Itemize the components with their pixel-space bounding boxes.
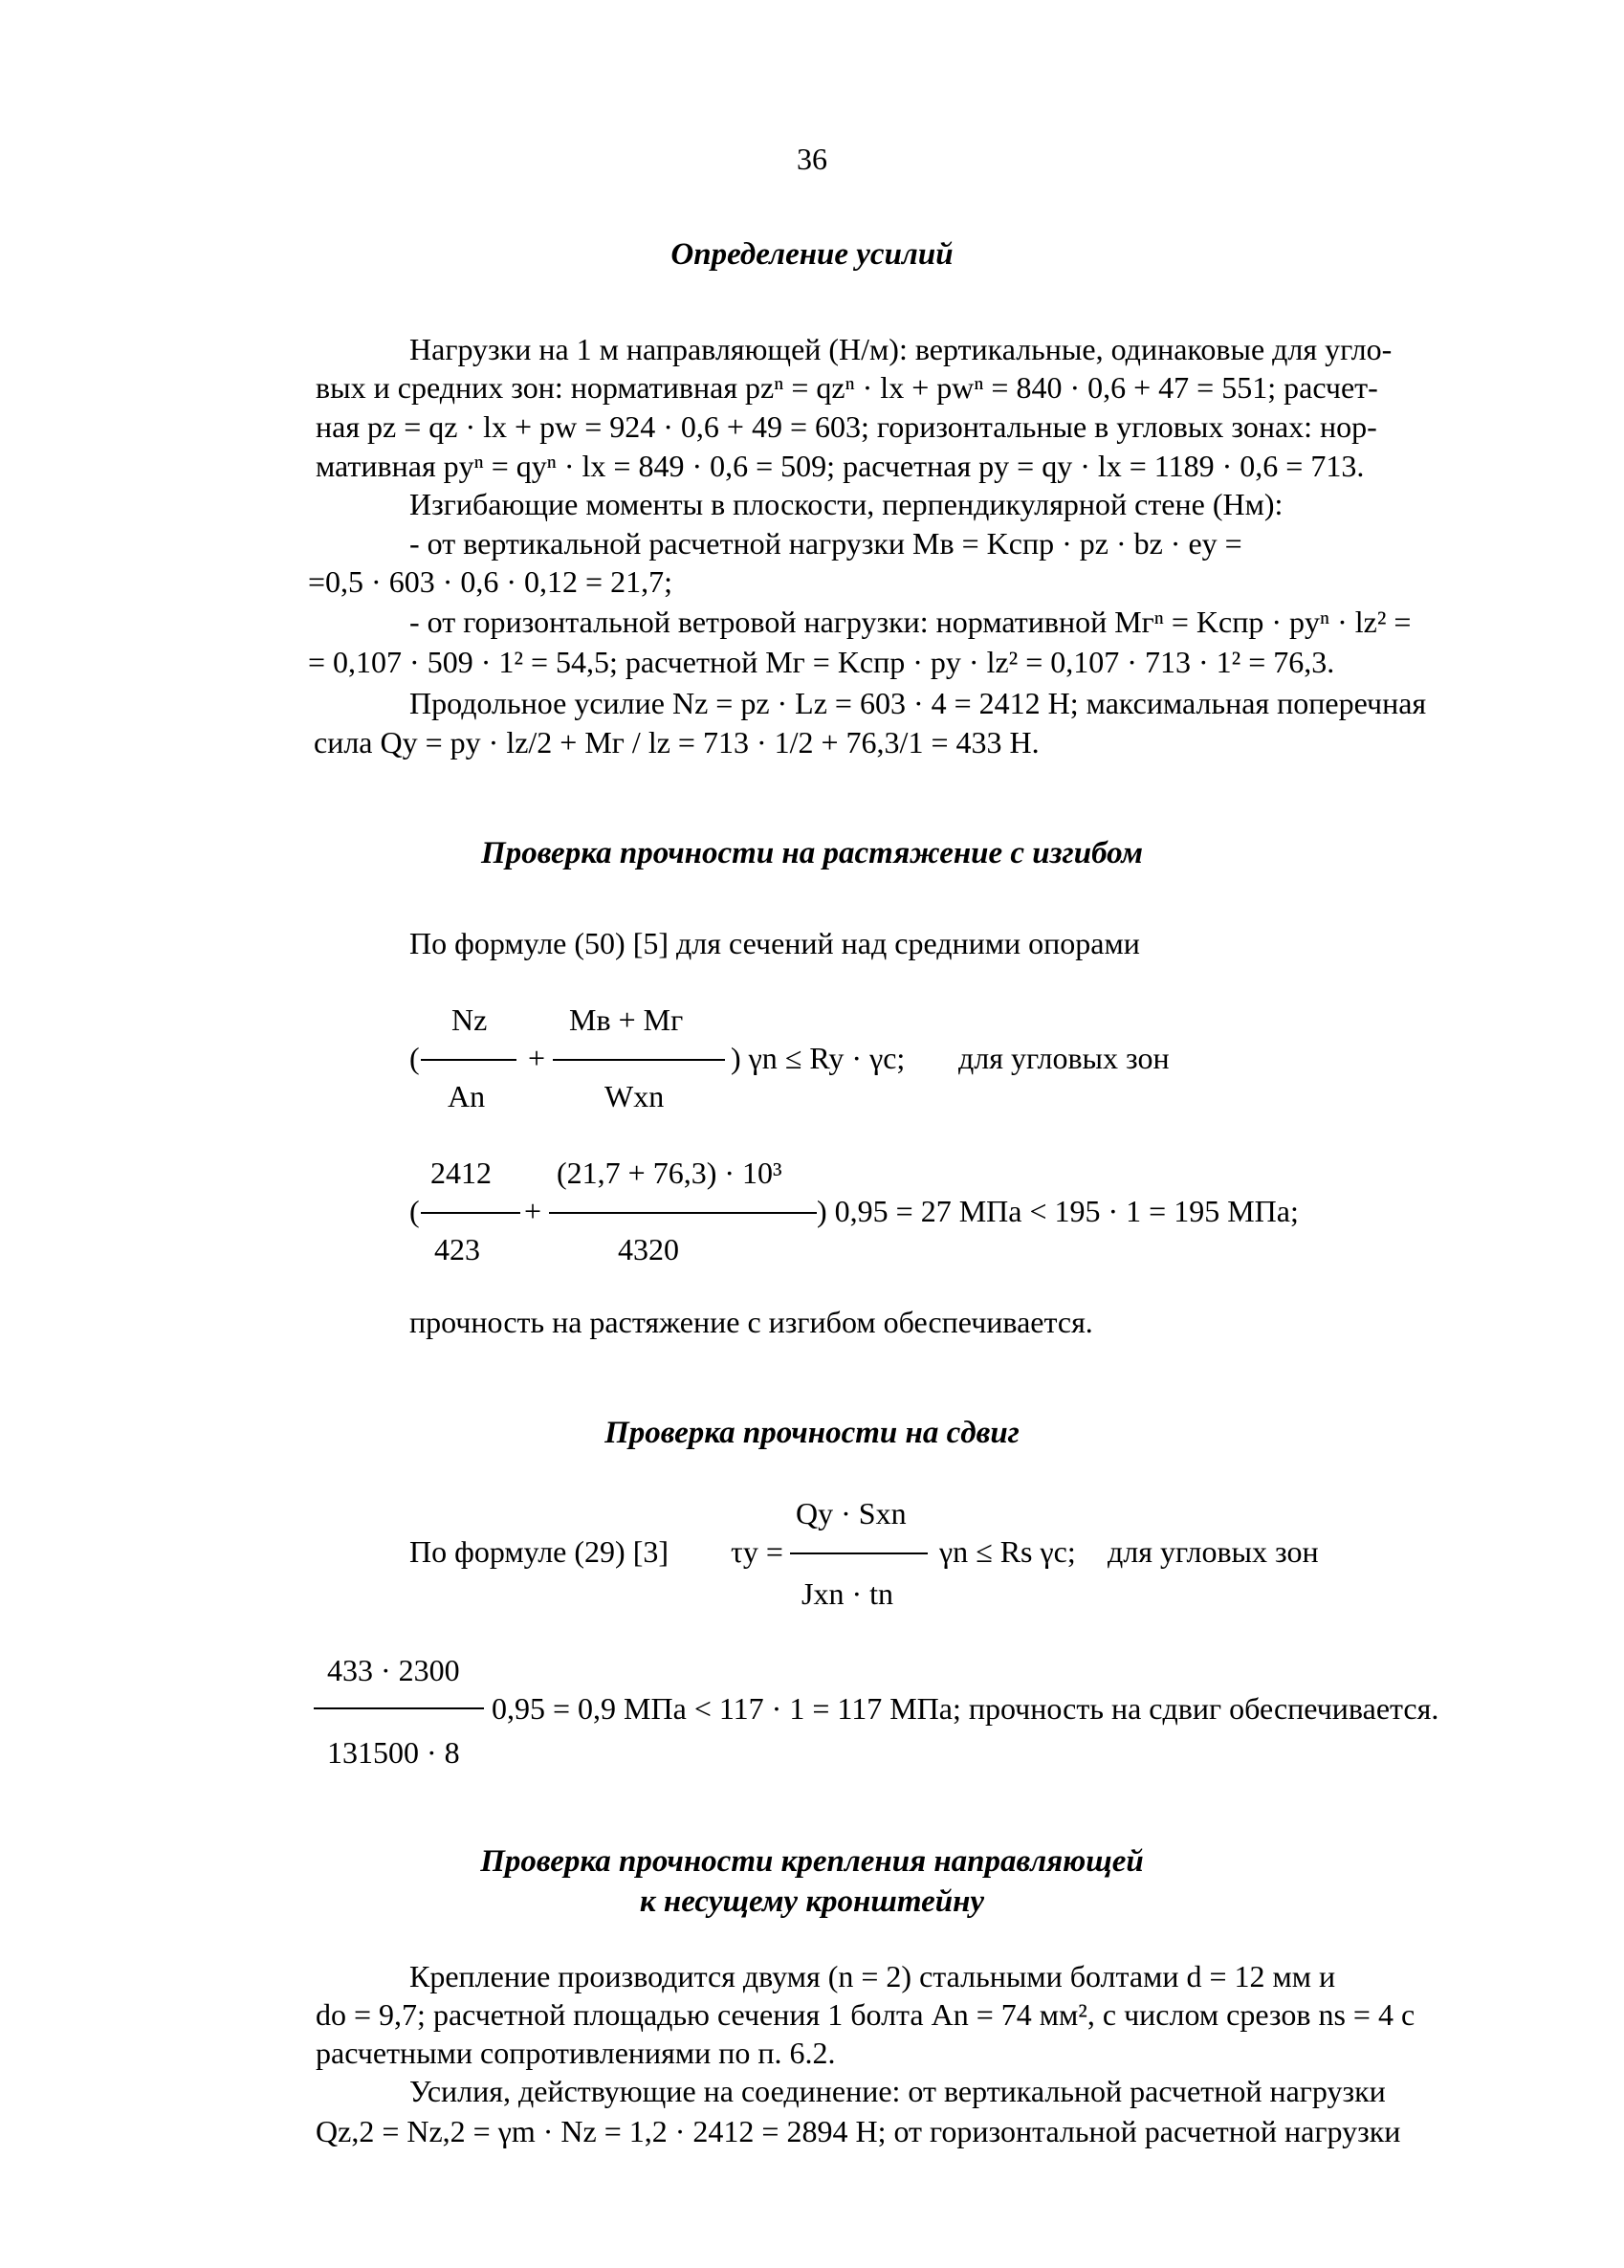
fastening-line: Крепление производится двумя (n = 2) стальными болтами d = 12 мм и (409, 1959, 1336, 1993)
tension-intro: По формуле (50) [5] для сечений над средними опорами (409, 926, 1140, 960)
fraction-bar (790, 1552, 928, 1554)
formula-numerator: Nz (451, 1002, 488, 1037)
fraction-bar (421, 1059, 516, 1061)
forces-line: ная pz = qz · lx + pw = 924 · 0,6 + 49 = 603; горизонтальные в угловых зонах: нор- (316, 409, 1377, 444)
forces-line: сила Qy = py · lz/2 + Mг / lz = 713 · 1/2 + 76,3/1 = 433 Н. (314, 725, 1040, 760)
forces-line: =0,5 · 603 · 0,6 · 0,12 = 21,7; (308, 564, 672, 599)
heading-shear: Проверка прочности на сдвиг (604, 1416, 1020, 1450)
fraction-bar (553, 1059, 725, 1061)
shear-calc-result: 0,95 = 0,9 МПа < 117 · 1 = 117 МПа; прочность на сдвиг обеспечивается. (492, 1691, 1439, 1726)
forces-line: = 0,107 · 509 · 1² = 54,5; расчетной Mг = Kспр · py · lz² = 0,107 · 713 · 1² = 76,3. (308, 645, 1335, 679)
calc-result: ) 0,95 = 27 МПа < 195 · 1 = 195 МПа; (817, 1194, 1299, 1228)
calc-denominator: 423 (434, 1232, 480, 1266)
formula-denominator: An (448, 1079, 486, 1113)
calc-numerator: 2412 (430, 1156, 492, 1190)
formula-operator: + (528, 1041, 546, 1075)
shear-calc-numerator: 433 · 2300 (327, 1653, 460, 1687)
calc-operator: + (524, 1194, 542, 1228)
forces-line: мативная pyⁿ = qyⁿ · lx = 849 · 0,6 = 509; расчетная py = qy · lx = 1189 · 0,6 = 713. (316, 449, 1365, 483)
fastening-line: расчетными сопротивлениями по п. 6.2. (316, 2036, 836, 2070)
heading-fastening: Проверка прочности крепления направляющей (480, 1844, 1144, 1879)
shear-lhs: τy = (731, 1534, 783, 1569)
shear-rhs: γn ≤ Rs γc; (939, 1534, 1076, 1569)
fastening-line: do = 9,7; расчетной площадью сечения 1 болта An = 74 мм², с числом срезов ns = 4 с (316, 1997, 1416, 2032)
fraction-bar (421, 1212, 520, 1214)
calc-denominator: 4320 (618, 1232, 679, 1266)
shear-numerator: Qy · Sxn (796, 1496, 907, 1530)
calc-numerator: (21,7 + 76,3) · 10³ (557, 1156, 782, 1190)
fraction-bar (549, 1212, 817, 1214)
formula-numerator: Mв + Mг (569, 1002, 684, 1037)
fraction-bar (314, 1707, 484, 1709)
forces-line: Изгибающие моменты в плоскости, перпендикулярной стене (Нм): (409, 487, 1284, 521)
page-number: 36 (797, 142, 827, 176)
formula-denominator: Wxn (604, 1079, 665, 1113)
fastening-line: Усилия, действующие на соединение: от вертикальной расчетной нагрузки (409, 2074, 1386, 2108)
shear-formula-ref: По формуле (29) [3] (409, 1534, 669, 1569)
forces-line: вых и средних зон: нормативная pzⁿ = qzⁿ · lx + pwⁿ = 840 · 0,6 + 47 = 551; расчет- (316, 370, 1378, 405)
forces-line: Продольное усилие Nz = pz · Lz = 603 · 4 = 2412 Н; максимальная поперечная (409, 686, 1427, 720)
formula-condition: ) γn ≤ Ry · γc; (731, 1041, 906, 1075)
formula-zone: для угловых зон (958, 1041, 1170, 1075)
heading-tension-bending: Проверка прочности на растяжение с изгибом (481, 836, 1143, 870)
forces-line: Нагрузки на 1 м направляющей (Н/м): вертикальные, одинаковые для угло- (409, 332, 1393, 366)
tension-conclusion: прочность на растяжение с изгибом обеспечивается. (409, 1305, 1093, 1339)
shear-zone: для угловых зон (1108, 1534, 1319, 1569)
shear-denominator: Jxn · tn (801, 1576, 893, 1611)
fastening-line: Qz,2 = Nz,2 = γm · Nz = 1,2 · 2412 = 2894 Н; от горизонтальной расчетной нагрузки (316, 2114, 1401, 2148)
heading-fastening-sub: к несущему кронштейну (639, 1884, 985, 1919)
formula-paren: ( (409, 1041, 420, 1075)
heading-forces: Определение усилий (670, 237, 954, 272)
forces-line: - от вертикальной расчетной нагрузки Mв = Kспр · pz · bz · ey = (409, 526, 1242, 561)
forces-line: - от горизонтальной ветровой нагрузки: нормативной Mгⁿ = Kспр · pyⁿ · lz² = (409, 605, 1412, 639)
calc-paren: ( (409, 1194, 420, 1228)
shear-calc-denominator: 131500 · 8 (327, 1735, 460, 1770)
